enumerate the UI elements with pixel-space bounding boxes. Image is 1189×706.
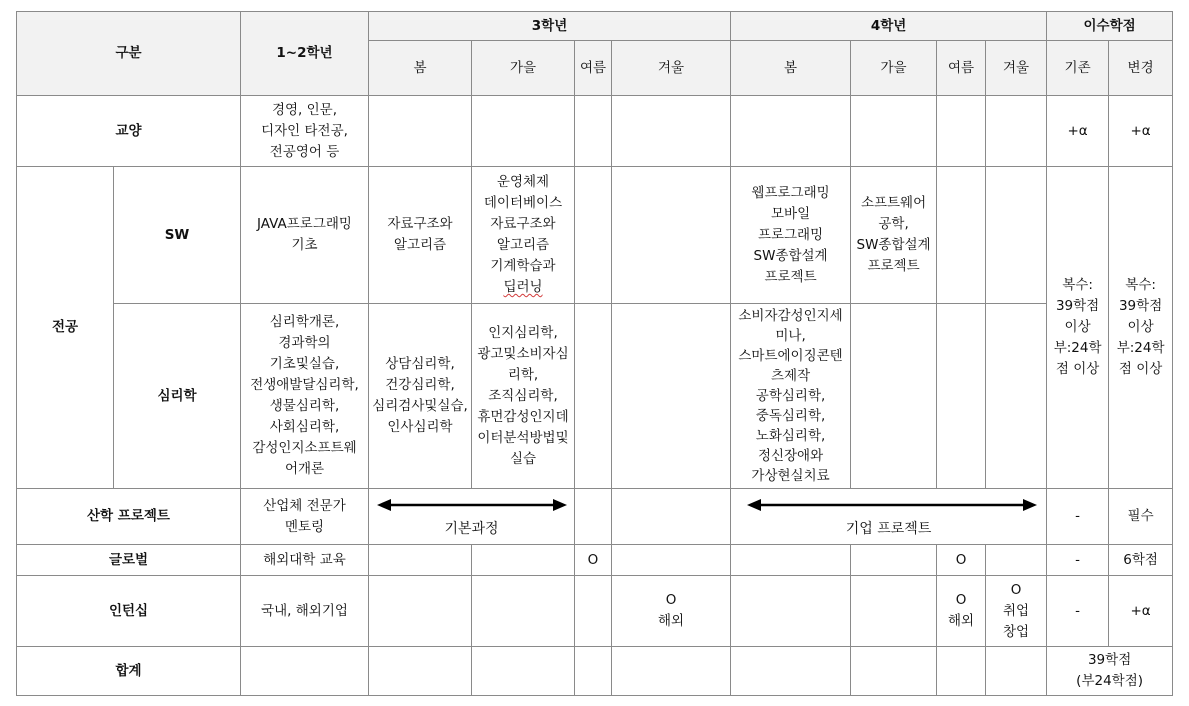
text-line: 웹프로그래밍 — [751, 184, 830, 201]
text-line: 멘토링 — [284, 518, 325, 535]
empty-cell — [731, 647, 851, 696]
empty-cell — [851, 647, 937, 696]
text-line: 휴먼감성인지데 — [477, 408, 569, 425]
empty-cell — [472, 96, 575, 167]
header-credit-new: 변경 — [1109, 41, 1173, 96]
text-line: 소비자감성인지세 — [738, 308, 843, 324]
text-line: 인사심리학 — [387, 419, 453, 435]
internship-credit-old: - — [1047, 576, 1109, 647]
arrow-label-company: 기업 프로젝트 — [845, 520, 932, 537]
empty-cell — [937, 304, 986, 489]
internship-g4-winter — [986, 576, 1047, 647]
double-arrow-icon — [377, 499, 567, 511]
empty-cell — [986, 304, 1047, 489]
industry-g4-span — [731, 489, 1047, 545]
row-label-psych: 심리학 — [114, 304, 241, 489]
text-line: 정신장애와 — [757, 448, 824, 464]
text-line: 기초 — [291, 237, 318, 253]
empty-cell — [575, 647, 612, 696]
empty-cell — [731, 545, 851, 576]
global-credit-old: - — [1047, 545, 1109, 576]
text-line: 공학심리학, — [755, 388, 826, 404]
row-label-industry: 산학 프로젝트 — [17, 489, 241, 545]
text-line: O — [955, 592, 967, 608]
text-line: 소프트웨어 — [860, 195, 927, 211]
text-line: 모바일 — [770, 205, 811, 222]
global-g4-summer: O — [937, 545, 986, 576]
header-grade-1-2: 1~2학년 — [241, 12, 369, 96]
text-line: 해외 — [948, 613, 975, 629]
text-line: 부:24학 — [1116, 340, 1165, 356]
industry-credit-old: - — [1047, 489, 1109, 545]
arrow-label-basic: 기본과정 — [444, 520, 499, 537]
internship-credit-new: +α — [1109, 576, 1173, 647]
psych-grade12 — [241, 304, 369, 489]
text-line: O — [665, 592, 677, 608]
text-line: 공학, — [878, 216, 909, 232]
text-line: 39학점 — [1055, 298, 1100, 314]
text-line: 디자인 타전공, — [261, 122, 348, 139]
text-line: 알고리즘 — [393, 237, 447, 253]
header-g3-summer: 여름 — [575, 41, 612, 96]
industry-credit-new: 필수 — [1109, 489, 1173, 545]
row-label-liberal: 교양 — [17, 96, 241, 167]
empty-cell — [937, 167, 986, 304]
text-line: O — [1010, 581, 1022, 598]
empty-cell — [575, 489, 612, 545]
text-line: 경영, 인문, — [271, 101, 338, 118]
text-line: 리학, — [507, 366, 539, 383]
global-g3-summer: O — [575, 545, 612, 576]
text-line: 점 이상 — [1118, 361, 1163, 377]
text-line: 자료구조와 — [387, 216, 453, 232]
empty-cell — [241, 647, 369, 696]
text-line: 프로젝트 — [867, 258, 920, 274]
header-g4-fall: 가을 — [851, 41, 937, 96]
text-line: 알고리즘 — [496, 237, 550, 253]
text-line: 39학점 — [1118, 298, 1163, 314]
empty-cell — [472, 647, 575, 696]
sw-grade12 — [241, 167, 369, 304]
empty-cell — [472, 576, 575, 647]
text-line: 조직심리학, — [488, 387, 558, 404]
text-line: 미나, — [775, 328, 806, 344]
major-credit-new — [1109, 167, 1173, 489]
industry-grade12 — [241, 489, 369, 545]
text-line: 심리학개론, — [269, 314, 340, 330]
header-credits: 이수학점 — [1047, 12, 1173, 41]
row-label-major: 전공 — [17, 167, 114, 489]
psych-g4-spring — [731, 304, 851, 489]
sw-g3-spring — [369, 167, 472, 304]
internship-g4-summer — [937, 576, 986, 647]
text-line: 가상현실치료 — [751, 468, 830, 484]
empty-cell — [986, 167, 1047, 304]
internship-grade12: 국내, 해외기업 — [241, 576, 369, 647]
empty-cell — [612, 545, 731, 576]
text-line: 이상 — [1064, 319, 1091, 335]
empty-cell — [612, 304, 731, 489]
empty-cell — [612, 167, 731, 304]
empty-cell — [851, 96, 937, 167]
text-line: 부:24학 — [1053, 340, 1102, 356]
text-line: 인지심리학, — [488, 324, 558, 341]
text-line: 실습 — [509, 450, 537, 467]
header-g3-fall: 가을 — [472, 41, 575, 96]
empty-cell — [369, 647, 472, 696]
psych-g3-fall — [472, 304, 575, 489]
empty-cell — [472, 545, 575, 576]
header-grade-4: 4학년 — [731, 12, 1047, 41]
text-line: 해외 — [657, 613, 685, 629]
header-g4-winter: 겨울 — [986, 41, 1047, 96]
curriculum-table — [16, 11, 1173, 696]
empty-cell — [369, 545, 472, 576]
row-label-total: 합계 — [17, 647, 241, 696]
empty-cell — [986, 545, 1047, 576]
text-line: 츠제작 — [770, 368, 811, 384]
major-credit-old — [1047, 167, 1109, 489]
internship-g3-winter — [612, 576, 731, 647]
header-credit-old: 기존 — [1047, 41, 1109, 96]
text-line: 프로젝트 — [764, 268, 817, 285]
text-line: 전공영어 등 — [269, 143, 340, 160]
text-line: 심리검사및실습, — [372, 398, 468, 414]
empty-cell — [612, 647, 731, 696]
text-line: 어개론 — [284, 461, 325, 477]
text-line: SW종합설계 — [856, 237, 931, 253]
text-line: 광고및소비자심 — [477, 345, 569, 362]
text-line: 노화심리학, — [755, 428, 826, 444]
text-line: JAVA프로그래밍 — [257, 216, 352, 232]
header-category: 구분 — [17, 12, 241, 96]
empty-cell — [986, 96, 1047, 167]
text-line: 데이터베이스 — [483, 195, 563, 211]
liberal-grade12 — [241, 96, 369, 167]
liberal-credit-old: +α — [1047, 96, 1109, 167]
industry-g3-span — [369, 489, 575, 545]
global-grade12: 해외대학 교육 — [241, 545, 369, 576]
text-line: 취업 — [1003, 602, 1030, 619]
text-line-spellcheck: 딥러닝 — [503, 279, 543, 295]
empty-cell — [575, 576, 612, 647]
empty-cell — [986, 647, 1047, 696]
text-line: 건강심리학, — [385, 377, 455, 393]
text-line: 점 이상 — [1055, 361, 1100, 377]
row-label-sw: SW — [114, 167, 241, 304]
empty-cell — [575, 167, 612, 304]
global-credit-new: 6학점 — [1109, 545, 1173, 576]
text-line: 사회심리학, — [269, 419, 340, 435]
text-line: 자료구조와 — [490, 216, 556, 232]
text-line: 프로그래밍 — [757, 226, 824, 243]
text-line: SW종합설계 — [753, 247, 828, 264]
empty-cell — [612, 489, 731, 545]
total-credit — [1047, 647, 1173, 696]
sw-g4-fall — [851, 167, 937, 304]
empty-cell — [369, 576, 472, 647]
empty-cell — [851, 304, 937, 489]
text-line: 운영체제 — [496, 174, 550, 190]
empty-cell — [575, 96, 612, 167]
text-line: 기초및실습, — [269, 356, 340, 372]
text-line: 중독심리학, — [755, 408, 826, 424]
text-line: 이상 — [1127, 319, 1154, 335]
text-line: 스마트에이징콘텐 — [738, 348, 843, 364]
empty-cell — [937, 96, 986, 167]
header-g4-summer: 여름 — [937, 41, 986, 96]
text-line: 기계학습과 — [490, 258, 556, 274]
text-line: 상담심리학, — [385, 356, 455, 372]
empty-cell — [575, 304, 612, 489]
sw-g4-spring — [731, 167, 851, 304]
text-line: 39학점 — [1087, 652, 1132, 668]
text-line: 산업체 전문가 — [263, 497, 346, 514]
text-line: 감성인지소프트웨 — [252, 440, 357, 456]
empty-cell — [731, 576, 851, 647]
empty-cell — [731, 96, 851, 167]
empty-cell — [369, 96, 472, 167]
empty-cell — [937, 647, 986, 696]
text-line: (부24학점) — [1076, 673, 1144, 689]
text-line: 전생애발달심리학, — [250, 377, 359, 393]
double-arrow-icon — [747, 499, 1037, 511]
arrow-wrap — [369, 490, 574, 544]
text-line: 복수: — [1062, 277, 1093, 293]
liberal-credit-new: +α — [1109, 96, 1173, 167]
text-line: 생물심리학, — [269, 398, 340, 414]
arrow-wrap — [731, 490, 1046, 544]
empty-cell — [612, 96, 731, 167]
text-line: 경과학의 — [278, 335, 331, 351]
empty-cell — [851, 545, 937, 576]
empty-cell — [851, 576, 937, 647]
text-line: 창업 — [1003, 623, 1030, 640]
row-label-global: 글로벌 — [17, 545, 241, 576]
psych-g3-spring — [369, 304, 472, 489]
text-line: 이터분석방법및 — [477, 429, 569, 446]
header-g4-spring: 봄 — [731, 41, 851, 96]
header-g3-spring: 봄 — [369, 41, 472, 96]
header-g3-winter: 겨울 — [612, 41, 731, 96]
header-grade-3: 3학년 — [369, 12, 731, 41]
sw-g3-fall — [472, 167, 575, 304]
row-label-internship: 인턴십 — [17, 576, 241, 647]
text-line: 복수: — [1125, 277, 1156, 293]
